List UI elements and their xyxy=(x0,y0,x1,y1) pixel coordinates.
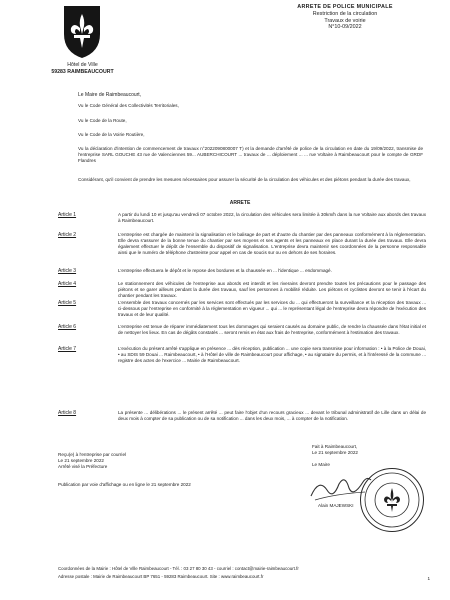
article-6-text: L'entreprise est tenue de réparer immédiatement tous les dommages qui seraient causés au domaine public, de rendre la chaussée dans l'état initial et de nettoyer les lieux. En cas de dégâts constatés ... seront remis en état aux frais de l'entreprise, conformément à l'estimation des travaux. xyxy=(118,324,426,335)
municipality-line1: Hôtel de Ville xyxy=(67,62,98,68)
visa-4: Vu la déclaration d'intention de commencement de travaux n°2022090800007 T) et la demande d'arrêté de police de la circulation en date du 19/09/2022, transmise de l'entreprise SARL GOUCHE 43 rue de Valenciennes 59... AUBERCHICOURT ... travaux de ... déploiement ... ... rue Voltaire à Raimbeaucourt pour le compte de GRDF Flandres xyxy=(78,146,423,163)
arrete-heading: ARRETE xyxy=(229,200,251,206)
article-5-label: Article 5 xyxy=(58,300,77,306)
footer-line2: Adresse postale : Mairie de Raimbeaucourt BP 7651 - 59283 Raimbeaucourt. Site : www.raimbeaucourt.fr xyxy=(58,574,264,579)
signature-block xyxy=(312,444,422,468)
visa-1: Vu le Code Général des Collectivités Territoriales, xyxy=(78,103,179,108)
decree-number: N°10-09/2022 xyxy=(328,24,362,31)
decree-subtitle: Restriction de la circulation xyxy=(312,10,378,17)
municipality-address xyxy=(40,62,125,75)
receipt-line3: Arrêté visé la Préfecture xyxy=(58,464,108,469)
seal-icon xyxy=(362,470,422,530)
article-7-text: L'exécution du présent arrêté s'applique en présence ... dès réception, publication ... une copie sera transmise pour information : • à la Police de Douai, • au SDIS 59 Douai ... Raimbeaucourt, • à l'Hôtel de ville de Raimbeaucourt pour affichage, • au signataire du permis, et à l'intéressé de la commune ... registre des actes de l'exercice ... Mairie de Raimbeaucourt. xyxy=(118,346,426,363)
signed-date: Le 21 septembre 2022 xyxy=(312,450,358,455)
article-3-label: Article 3 xyxy=(58,268,77,274)
publication-line: Publication par voie d'affichage ou en ligne le 21 septembre 2022 xyxy=(58,482,191,487)
visa-3: Vu le Code de la Voirie Routière, xyxy=(78,132,145,137)
article-2-text: L'entreprise est chargée de maintenir la signalisation et le balisage de part et d'autre du chantier par des panneaux conformément à la réglementation. Elle devra s'assurer de la bonne tenue du chantier par ses moyens et ses agents et les panneaux en place durant la durée des travaux. Elle devra également effectuer le dépôt de l'ensemble du dispositif de signalisation. L'entreprise devra maintenir ses coordonnées de la personne responsable ainsi que le numéro de téléphone d'astreinte pour appel en cas de soucis sur ou en dehors de ses horaires. xyxy=(118,232,426,255)
article-1-text: A partir du lundi 10 et jusqu'au vendredi 07 octobre 2022, la circulation des véhicules sera limitée à 30km/h dans la rue Voltaire aux abords des travaux à Raimbeaucourt. xyxy=(118,212,426,223)
decree-header xyxy=(270,4,420,31)
visa-2: Vu le Code de la Route, xyxy=(78,118,127,123)
page-number: 1 xyxy=(427,576,430,581)
footer-line1: Coordonnées de la Mairie : Hôtel de Ville Raimbeaucourt - Tél. : 03 27 80 30 43 - courriel : contact@mairie-raimbeaucourt.fr xyxy=(58,566,299,571)
considerant: Considérant, qu'il convient de prendre les mesures nécessaires pour assurer la sécurité de la circulation des véhicules et des piétons pendant la durée des travaux, xyxy=(78,177,411,182)
decree-subject: Travaux de voirie xyxy=(324,17,366,24)
receipt-block xyxy=(58,452,208,470)
decree-title: ARRETE DE POLICE MUNICIPALE xyxy=(297,4,393,10)
signed-place: Fait à Raimbeaucourt, xyxy=(312,444,358,449)
mayor-line: Le Maire de Raimbeaucourt, xyxy=(78,92,142,98)
municipality-line2: 59283 RAIMBEAUCOURT xyxy=(51,68,114,75)
article-6-label: Article 6 xyxy=(58,324,77,330)
signer-title: Le Maire xyxy=(312,462,330,467)
receipt-line2: Le 21 septembre 2022 xyxy=(58,458,104,463)
article-4-text: Le stationnement des véhicules de l'entreprise aux abords est interdit et les riverains devront prendre toutes les précautions pour le passage des piétons et se garer ailleurs pendant la durée des travaux, sauf les personnes à mobilité réduite. Les piétons et cyclistes devront se tenir à l'écart du chantier pendant les travaux. xyxy=(118,281,426,298)
article-5-text: L'ensemble des travaux concernés par les services sont effectués par les services du ... qui effectueront la surveillance et la réception des travaux ... ci-dessous par l'entreprise en conformité à la réglementation en vigueur ... qui ... le représentant légal de l'entreprise devra répondre de l'exécution des travaux et de leur qualité. xyxy=(118,300,426,317)
article-3-text: L'entreprise effectuera le dépôt et le repose des bordures et la chaussée en ... l'identique ... endommagé. xyxy=(118,268,332,273)
crest-icon xyxy=(62,4,102,60)
receipt-line1: Reçu(e) à l'entreprise par courriel xyxy=(58,452,127,457)
article-1-label: Article 1 xyxy=(58,212,77,218)
article-8-label: Article 8 xyxy=(58,410,77,416)
signer-name: Alain MAJEWSKI xyxy=(318,503,354,508)
article-8-text: La présente ... délibérations ... le présent arrêté ... peut faire l'objet d'un recours gracieux ... devant le tribunal administratif de Lille dans un délai de deux mois à compter de sa publication ou de sa notification ... dans les deux mois, ... à compter de la notification. xyxy=(118,410,426,421)
article-2-label: Article 2 xyxy=(58,232,77,238)
article-4-label: Article 4 xyxy=(58,281,77,287)
municipal-crest xyxy=(62,4,102,60)
article-7-label: Article 7 xyxy=(58,346,77,352)
municipal-seal xyxy=(360,468,424,532)
